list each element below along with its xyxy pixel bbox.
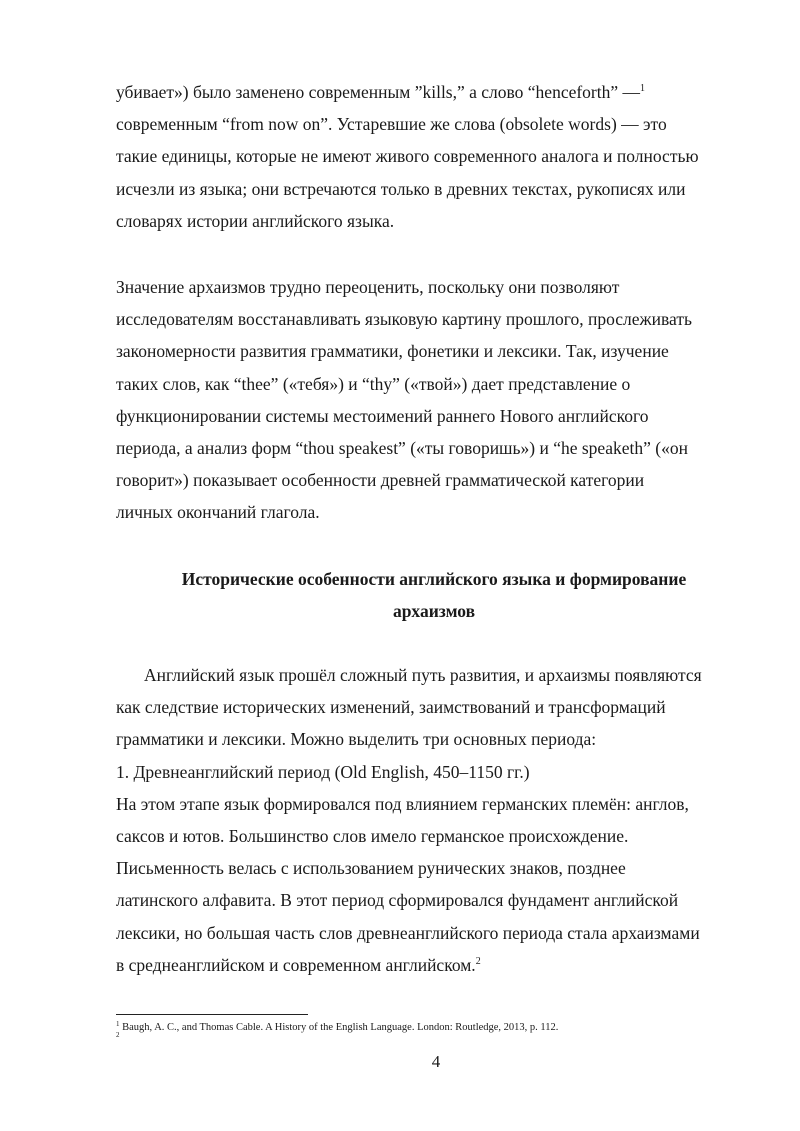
list-item-heading: 1. Древнеанглийский период (Old English, 450–1150 гг.) xyxy=(116,761,530,782)
paragraph-line: исчезли из языка; они встречаются только в древних текстах, рукописях или xyxy=(116,178,686,199)
paragraph-line: исследователям восстанавливать языковую картину прошлого, прослеживать xyxy=(116,309,692,330)
paragraph-line: современным “from now on”. Устаревшие же слова (obsolete words) — это xyxy=(116,114,667,135)
footnote-ref-1[interactable]: 1 xyxy=(640,83,646,94)
paragraph-line: лексики, но большая часть слов древнеанглийского периода стала архаизмами xyxy=(116,922,700,943)
paragraph-line xyxy=(116,949,746,981)
paragraph-line: Значение архаизмов трудно переоценить, поскольку они позволяют xyxy=(116,277,620,297)
paragraph-line: личных окончаний глагола. xyxy=(116,502,320,523)
paragraph-line: латинского алфавита. В этот период сформировался фундамент английской xyxy=(116,890,679,911)
line-text: убивает») было заменено современным ”kills,” а слово “henceforth” — xyxy=(116,82,641,102)
paragraph-line: закономерности развития грамматики, фонетики и лексики. Так, изучение xyxy=(116,341,669,362)
footnote-ref-2[interactable]: 2 xyxy=(475,955,481,967)
paragraph-line: саксов и ютов. Большинство слов имело германское происхождение. xyxy=(116,826,629,847)
paragraph-line: как следствие исторических изменений, заимствований и трансформаций xyxy=(116,697,666,718)
footnote-1 xyxy=(116,1021,756,1035)
heading-line: Исторические особенности английского языка и формирование xyxy=(181,569,687,589)
paragraph-line: словарях истории английского языка. xyxy=(116,210,395,231)
footnote-mark: 1 xyxy=(116,1020,120,1028)
footnote-text: Baugh, A. C., and Thomas Cable. A History of the English Language. London: Routledge, 2013, p. 112. xyxy=(122,1022,559,1033)
line-text: в среднеанглийском и современном английском. xyxy=(116,954,476,975)
paragraph-2 xyxy=(116,271,746,529)
paragraph-line xyxy=(116,76,746,108)
heading-line: архаизмов xyxy=(392,601,476,622)
paragraph-line: функционировании системы местоимений раннего Нового английского xyxy=(116,405,649,426)
footnote-mark: 2 xyxy=(116,1031,120,1039)
paragraph-line: говорит») показывает особенности древней грамматической категории xyxy=(116,470,645,491)
section-heading xyxy=(116,563,752,627)
paragraph-line: таких слов, как “thee” («тебя») и “thy” («твой») дает представление о xyxy=(116,373,631,394)
paragraph-line: такие единицы, которые не имеют живого современного аналога и полностью xyxy=(116,146,699,167)
paragraph-3 xyxy=(116,659,746,981)
paragraph-line: грамматики и лексики. Можно выделить три основных периода: xyxy=(116,729,597,750)
paragraph-line: периода, а анализ форм “thou speakest” («ты говоришь») и “he speaketh” («он xyxy=(116,438,688,459)
paragraph-line: На этом этапе язык формировался под влиянием германских племён: англов, xyxy=(116,793,689,814)
paragraph-line: Письменность велась с использованием рунических знаков, позднее xyxy=(116,858,626,879)
footnote-separator xyxy=(116,1014,308,1015)
paragraph-1 xyxy=(116,76,746,237)
footnotes xyxy=(116,1021,756,1043)
page-number: 4 xyxy=(431,1052,441,1071)
footnote-2 xyxy=(116,1031,756,1043)
paragraph-line: Английский язык прошёл сложный путь развития, и архаизмы появляются xyxy=(144,665,702,685)
